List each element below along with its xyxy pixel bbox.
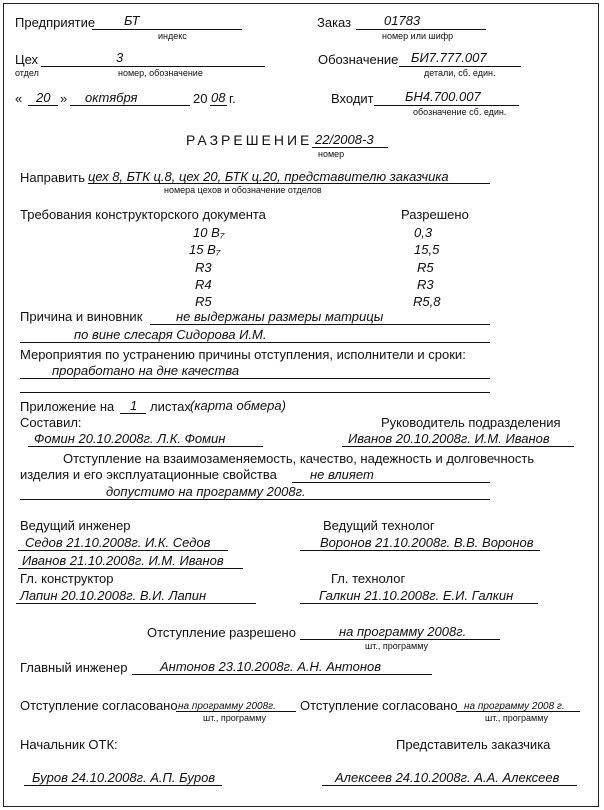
includes-label: Входит [331,91,374,106]
date-year-prefix: 20 [193,91,208,106]
send-sub: номера цехов и обозначение отделов [164,185,322,195]
chief-technologist-sign: Галкин 21.10.2008г. Е.И. Галкин [319,588,514,603]
order-label: Заказ [317,15,352,30]
lead-technologist-line-1 [300,550,540,551]
lead-engineer-label: Ведущий инженер [20,518,131,533]
measures-line-2 [20,392,490,393]
req-row-4-allowed: R3 [417,277,434,292]
dept-sub: отдел [15,68,39,78]
appendix-count-line [120,413,146,414]
date-year: 08 [211,90,226,105]
lead-engineer-line-2 [18,568,243,569]
chief-engineer-line [132,674,432,675]
req-row-2-allowed: 15,5 [414,242,440,257]
allowed-value: на программу 2008г. [339,624,467,639]
cause-line-1 [150,324,490,325]
workshop-label: Цех [15,52,39,67]
agreed-label-2: Отступление согласовано [300,698,458,713]
workshop-sub: номер, обозначение [118,68,203,78]
req-row-3-required: R3 [195,260,212,275]
impact-value-1: не влияет [310,467,374,482]
lead-engineer-sign-1: Седов 21.10.2008г. И.К. Седов [25,535,211,550]
date-close-quote: » [60,91,68,106]
enterprise-sub: индекс [158,31,187,41]
lead-technologist-label: Ведущий технолог [323,518,435,533]
permit-number-line [312,147,388,148]
enterprise-line [92,29,242,30]
date-suffix: г. [229,91,236,106]
lead-engineer-line-1 [18,550,228,551]
send-value: цех 8, БТК ц.8, цех 20, БТК ц.20, представителю заказчика [88,169,449,184]
agreed-sub-1: шт., программу [203,713,266,723]
includes-sub: обозначение сб. един. [413,107,507,117]
agreed-line-2 [456,711,580,712]
req-header-left: Требования конструкторского документа [20,207,266,222]
impact-line-2: изделия и его эксплуатационные свойства [20,467,277,482]
cause-label: Причина и виновник [20,309,143,324]
req-row-2-required: 15 В₇ [189,242,221,257]
agreed-value-2: на программу 2008 г. [464,701,565,712]
req-row-1-required: 10 В₇ [193,225,225,240]
impact-line-value-1 [292,482,490,483]
otk-label: Начальник ОТК: [20,737,118,752]
allowed-sub: шт., программу [365,641,428,651]
req-row-3-allowed: R5 [417,260,434,275]
appendix-count: 1 [130,398,138,413]
permit-number: 22/2008-3 [315,132,374,147]
chief-designer-sign: Лапин 20.10.2008г. В.И. Лапин [20,588,207,603]
chief-engineer-value: Антонов 23.10.2008г. А.Н. Антонов [160,659,382,674]
designation-sub: детали, сб. един. [424,68,496,78]
otk-line [24,785,222,786]
impact-line-value-2 [20,499,490,500]
order-line [356,29,486,30]
order-sub: номер или шифр [382,31,454,41]
cause-value-1: не выдержаны размеры матрицы [176,309,384,324]
chief-designer-label: Гл. конструктор [20,571,114,586]
req-row-5-allowed: R5,8 [413,294,441,309]
appendix-label: Приложение на [20,399,115,414]
measures-value: проработано на дне качества [52,363,240,378]
includes-line [374,105,519,106]
chief-technologist-label: Гл. технолог [331,571,406,586]
date-month-line [70,105,190,106]
impact-value-2: допустимо на программу 2008г. [106,484,306,499]
otk-sign: Буров 24.10.2008г. А.П. Буров [32,770,216,785]
designation-value: БИ7.777.007 [411,50,487,65]
date-day-line [28,105,58,106]
designation-label: Обозначение [318,52,399,67]
measures-line-1 [20,378,490,379]
permit-number-sub: номер [318,149,345,159]
req-row-1-allowed: 0,3 [414,225,433,240]
compiled-value: Фомин 20.10.2008г. Л.К. Фомин [34,431,226,446]
req-row-4-required: R4 [195,277,212,292]
date-open-quote: « [15,91,23,106]
enterprise-value: БТ [124,13,140,28]
appendix-sheets: листах [150,399,191,414]
permit-title: РАЗРЕШЕНИЕ [186,132,313,148]
date-year-line [210,105,227,106]
includes-value: БН4.700.007 [405,89,481,104]
chief-engineer-label: Главный инженер [20,660,128,675]
head-label: Руководитель подразделения [381,415,561,430]
chief-technologist-line [300,603,538,604]
allowed-label: Отступление разрешено [147,625,296,640]
chief-designer-line [16,603,256,604]
agreed-value-1: на программу 2008г. [178,701,276,712]
customer-sign: Алексеев 24.10.2008г. А.А. Алексеев [335,770,560,785]
agreed-line-1 [176,711,296,712]
workshop-line [41,66,265,67]
workshop-value: 3 [116,50,124,65]
date-day: 20 [36,90,51,105]
agreed-sub-2: шт., программу [485,713,548,723]
order-value: 01783 [384,13,421,28]
customer-label: Представитель заказчика [396,737,551,752]
enterprise-label: Предприятие [15,15,96,30]
cause-line-2 [20,342,490,343]
customer-line [322,785,577,786]
impact-line-1: Отступление на взаимозаменяемость, качество, надежность и долговечность [63,451,535,466]
head-line [342,446,574,447]
date-month: октября [85,90,138,105]
lead-technologist-sign-1: Воронов 21.10.2008г. В.В. Воронов [320,535,534,550]
lead-engineer-sign-2: Иванов 21.10.2008г. И.М. Иванов [22,553,224,568]
send-label: Направить [20,170,86,185]
head-value: Иванов 20.10.2008г. И.М. Иванов [348,431,550,446]
allowed-line [300,639,500,640]
cause-value-2: по вине слесаря Сидорова И.М. [74,327,267,342]
send-line [88,183,490,184]
agreed-label-1: Отступление согласовано [20,698,178,713]
req-row-5-required: R5 [195,294,212,309]
compiled-label: Составил: [20,415,82,430]
designation-line [399,66,521,67]
req-header-right: Разрешено [401,207,469,222]
measures-label: Мероприятия по устранению причины отступления, исполнители и сроки: [20,347,466,362]
appendix-note: (карта обмера) [190,398,286,413]
compiled-line [28,446,263,447]
